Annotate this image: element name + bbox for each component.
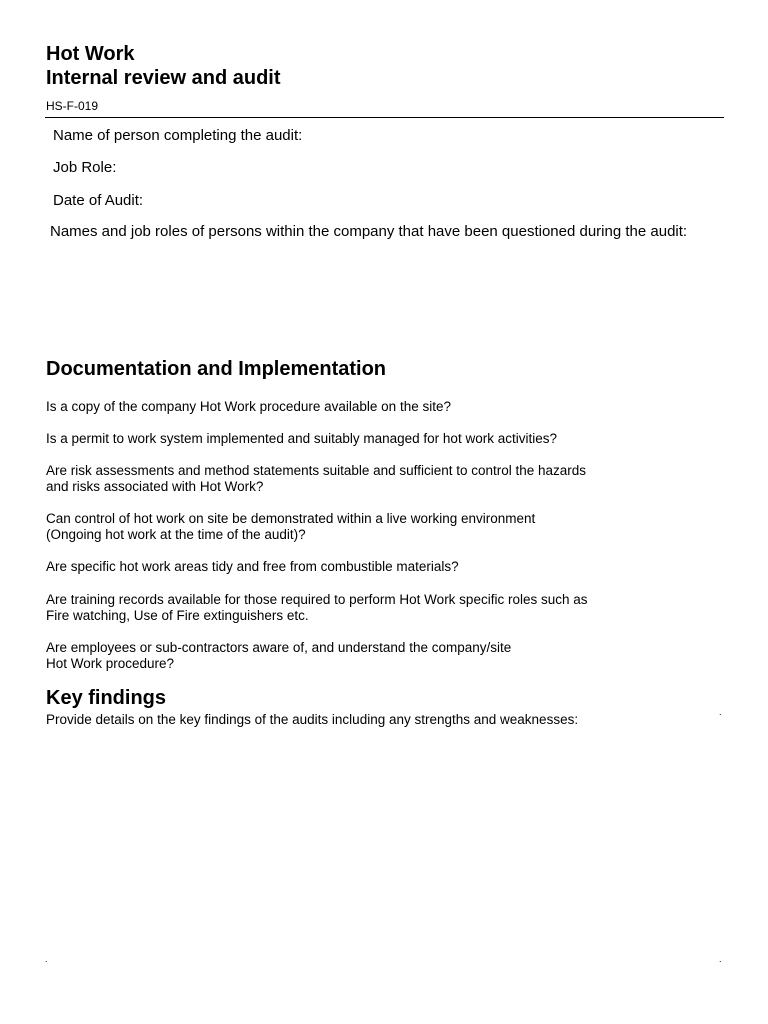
header-divider (45, 117, 724, 118)
question-line: Are employees or sub-contractors aware of, and understand the company/site (46, 640, 512, 655)
audit-question (46, 592, 588, 624)
question-line: (Ongoing hot work at the time of the audit)? (46, 527, 306, 542)
audit-question (46, 463, 586, 495)
key-findings-prompt: Provide details on the key findings of the audits including any strengths and weaknesses: (46, 712, 579, 727)
form-code: HS-F-019 (46, 99, 99, 113)
job-role-label: Job Role: (53, 159, 117, 176)
question-line: Are specific hot work areas tidy and free from combustible materials? (46, 559, 459, 574)
question-line: Can control of hot work on site be demonstrated within a live working environment (46, 511, 536, 526)
document-subtitle: Internal review and audit (46, 67, 281, 89)
audit-question (46, 399, 451, 415)
names-roles-label: Names and job roles of persons within the company that have been questioned during the audit: (50, 223, 688, 240)
question-line: and risks associated with Hot Work? (46, 479, 264, 494)
document-title: Hot Work (46, 43, 135, 65)
audit-question (46, 559, 459, 575)
audit-question (46, 511, 535, 543)
audit-question (46, 640, 511, 672)
audit-question (46, 431, 557, 447)
stray-dot-mark: . (45, 954, 48, 964)
question-line: Fire watching, Use of Fire extinguishers etc. (46, 608, 309, 623)
date-of-audit-label: Date of Audit: (53, 192, 144, 209)
question-line: Hot Work procedure? (46, 656, 175, 671)
stray-dot-mark: . (719, 954, 722, 964)
documentation-heading: Documentation and Implementation (46, 358, 387, 380)
question-line: Are risk assessments and method statements suitable and sufficient to control the hazards (46, 463, 587, 478)
key-findings-heading: Key findings (46, 687, 167, 709)
question-line: Are training records available for those required to perform Hot Work specific roles such as (46, 592, 588, 607)
question-line: Is a copy of the company Hot Work procedure available on the site? (46, 399, 451, 414)
question-line: Is a permit to work system implemented and suitably managed for hot work activities? (46, 431, 557, 446)
person-completing-label: Name of person completing the audit: (53, 127, 303, 144)
stray-dot-mark: . (719, 707, 722, 717)
